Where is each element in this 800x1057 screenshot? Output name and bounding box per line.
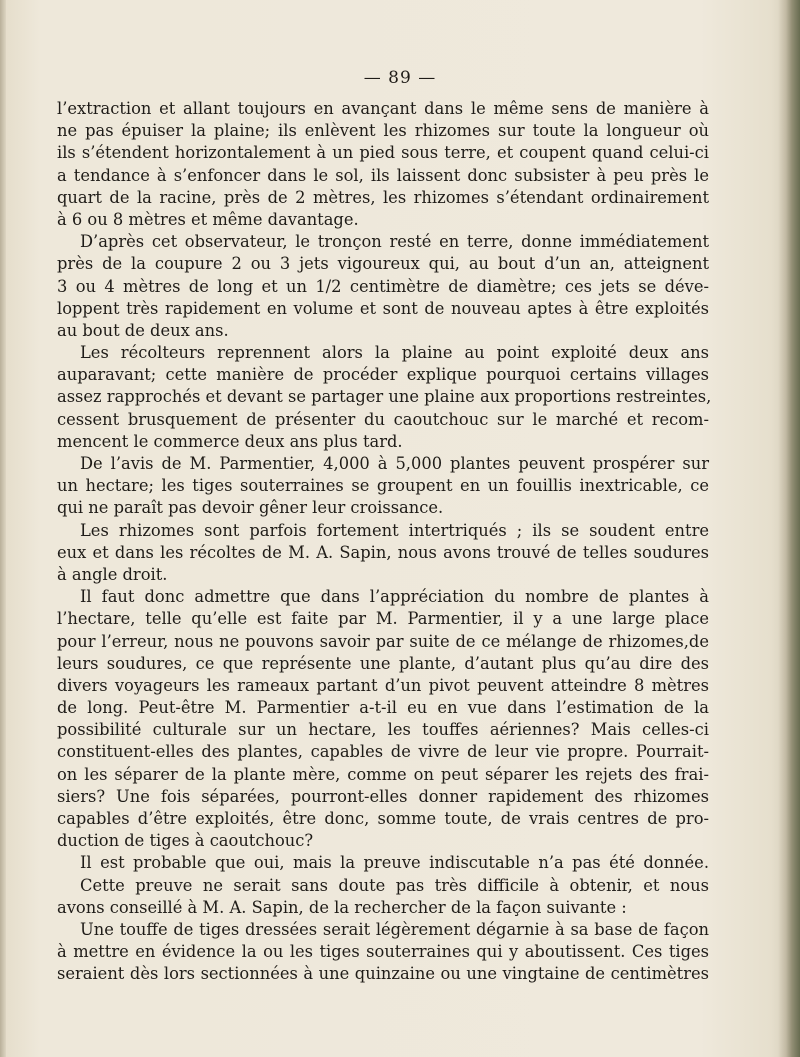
text-line: divers voyageurs les rameaux partant d’un pivot peuvent atteindre 8 mètres xyxy=(57,675,709,695)
text-line: avons conseillé à M. A. Sapin, de la rechercher de la façon suivante : xyxy=(57,897,627,917)
text-line: au bout de deux ans. xyxy=(57,320,229,340)
text-line: possibilité culturale sur un hectare, les touffes aériennes? Mais celles-ci xyxy=(57,720,709,740)
text-line: à mettre en évidence la ou les tiges souterraines qui y aboutissent. Ces tiges xyxy=(57,942,709,962)
text-line: a tendance à s’enfoncer dans le sol, ils laissent donc subsister à peu près le xyxy=(57,165,709,185)
text-line: 3 ou 4 mètres de long et un 1/2 centimètre de diamètre; ces jets se déve- xyxy=(57,276,709,296)
text-line: leurs soudures, ce que représente une plante, d’autant plus qu’au dire des xyxy=(57,653,709,673)
text-line: Les récolteurs reprennent alors la plaine au point exploité deux ans xyxy=(80,343,709,363)
text-line: l’extraction et allant toujours en avançant dans le même sens de manière à xyxy=(57,99,709,118)
text-line: loppent très rapidement en volume et sont de nouveau aptes à être exploités xyxy=(57,298,709,318)
text-line: l’hectare, telle qu’elle est faite par M. Parmentier, il y a une large place xyxy=(57,609,709,629)
text-line: Une touffe de tiges dressées serait légèrement dégarnie à sa base de façon xyxy=(80,919,709,939)
text-line: ne pas épuiser la plaine; ils enlèvent les rhizomes sur toute la longueur où xyxy=(57,121,709,141)
page-right-edge xyxy=(778,0,800,1057)
text-line: eux et dans les récoltes de M. A. Sapin, nous avons trouvé de telles soudures xyxy=(57,542,709,562)
body-text xyxy=(57,98,712,986)
text-line: ils s’étendent horizontalement à un pied sous terre, et coupent quand celui-ci xyxy=(57,143,709,163)
text-line: à angle droit. xyxy=(57,564,168,584)
text-line: Il faut donc admettre que dans l’appréciation du nombre de plantes à xyxy=(80,587,709,607)
text-line: mencent le commerce deux ans plus tard. xyxy=(57,431,403,451)
text-line: duction de tiges à caoutchouc? xyxy=(57,831,314,851)
text-line: qui ne paraît pas devoir gêner leur croissance. xyxy=(57,498,444,518)
page-number: — 89 — xyxy=(363,68,437,88)
text-line: quart de la racine, près de 2 mètres, les rhizomes s’étendant ordinairement xyxy=(57,187,709,207)
text-line: assez rapprochés et devant se partager une plaine aux proportions restreintes, xyxy=(57,387,712,407)
text-line: siers? Une fois séparées, pourront-elles donner rapidement des rhizomes xyxy=(57,786,709,806)
text-line: auparavant; cette manière de procéder explique pourquoi certains villages xyxy=(57,365,709,385)
text-line: pour l’erreur, nous ne pouvons savoir par suite de ce mélange de rhizomes,de xyxy=(57,631,709,651)
text-line: on les séparer de la plante mère, comme on peut séparer les rejets des frai- xyxy=(57,764,709,784)
text-line: seraient dès lors sectionnées à une quinzaine ou une vingtaine de centimètres xyxy=(57,964,709,984)
text-line: cessent brusquement de présenter du caoutchouc sur le marché et recom- xyxy=(57,409,709,429)
text-line: à 6 ou 8 mètres et même davantage. xyxy=(57,209,359,229)
text-line: près de la coupure 2 ou 3 jets vigoureux qui, au bout d’un an, atteignent xyxy=(57,254,709,274)
text-line: capables d’être exploités, être donc, somme toute, de vrais centres de pro- xyxy=(57,809,709,828)
text-line: De l’avis de M. Parmentier, 4,000 à 5,000 plantes peuvent prospérer sur xyxy=(80,454,709,473)
text-line: constituent-elles des plantes, capables de vivre de leur vie propre. Pourrait- xyxy=(57,742,709,762)
text-line: un hectare; les tiges souterraines se groupent en un fouillis inextricable, ce xyxy=(57,476,709,496)
text-line: D’après cet observateur, le tronçon resté en terre, donne immédiatement xyxy=(80,232,709,252)
text-line: de long. Peut-être M. Parmentier a-t-il eu en vue dans l’estimation de la xyxy=(57,698,709,718)
text-line: Les rhizomes sont parfois fortement intertriqués ; ils se soudent entre xyxy=(80,520,709,540)
text-line: Cette preuve ne serait sans doute pas très difficile à obtenir, et nous xyxy=(80,875,709,895)
page-left-edge xyxy=(0,0,6,1057)
text-line: Il est probable que oui, mais la preuve indiscutable n’a pas été donnée. xyxy=(80,853,709,873)
